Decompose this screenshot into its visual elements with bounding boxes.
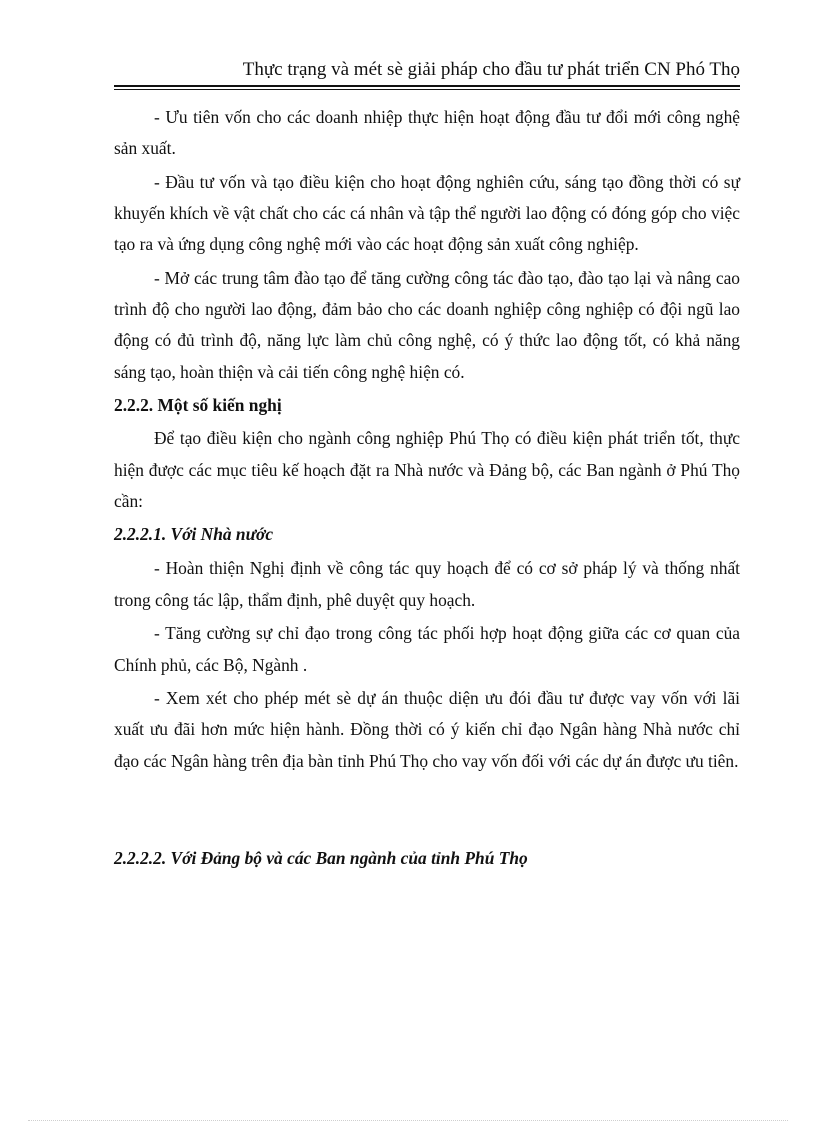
paragraph: Để tạo điều kiện cho ngành công nghiệp Phú Thọ có điều kiện phát triển tốt, thực hiện được các mục tiêu kế hoạch đặt ra Nhà nước và Đảng bộ, các Ban ngành ở Phú Thọ cần: [114, 428, 740, 511]
paragraph: - Xem xét cho phép mét sè dự án thuộc diện ưu đói đầu tư được vay vốn với lãi xuất ưu đãi hơn mức hiện hành. Đồng thời có ý kiến chỉ đạo Ngân hàng Nhà nước chỉ đạo các Ngân hàng trên địa bàn tỉnh Phú Thọ cho vay vốn đối với các dự án được ưu tiên. [114, 688, 740, 771]
running-header: Thực trạng và mét sè giải pháp cho đầu tư phát triển CN Phó Thọ [242, 59, 740, 80]
header-rule [114, 85, 740, 90]
document-body [114, 102, 740, 877]
paragraph: - Hoàn thiện Nghị định về công tác quy hoạch để có cơ sở pháp lý và thống nhất trong công tác lập, thẩm định, phê duyệt quy hoạch. [114, 558, 740, 610]
paragraph: - Đầu tư vốn và tạo điều kiện cho hoạt động nghiên cứu, sáng tạo đồng thời có sự khuyến khích về vật chất cho các cá nhân và tập thể người lao động có đóng góp cho việc tạo ra và ứng dụng công nghệ mới vào các hoạt động sản xuất công nghiệp. [114, 171, 740, 255]
page-bottom-border [28, 1120, 788, 1121]
paragraph: - Tăng cường sự chỉ đạo trong công tác phối hợp hoạt động giữa các cơ quan của Chính phủ, các Bộ, Ngành . [114, 623, 740, 675]
section-heading-2-2-2-2: 2.2.2.2. Với Đảng bộ và các Ban ngành của tỉnh Phú Thọ [114, 848, 528, 869]
section-heading-2-2-2: 2.2.2. Một số kiến nghị [114, 395, 282, 416]
paragraph: - Ưu tiên vốn cho các doanh nhiệp thực hiện hoạt động đầu tư đổi mới công nghệ sản xuất. [114, 107, 740, 159]
paragraph: - Mở các trung tâm đào tạo để tăng cường công tác đào tạo, đào tạo lại và nâng cao trình độ cho người lao động, đảm bảo cho các doanh nghiệp công nghiệp có đội ngũ lao động có đủ trình độ, năng lực làm chủ công nghệ, có ý thức lao động tốt, có khả năng sáng tạo, hoàn thiện và cải tiến công nghệ hiện có. [114, 268, 740, 382]
section-heading-2-2-2-1: 2.2.2.1. Với Nhà nước [114, 524, 274, 545]
spacer [114, 779, 740, 843]
